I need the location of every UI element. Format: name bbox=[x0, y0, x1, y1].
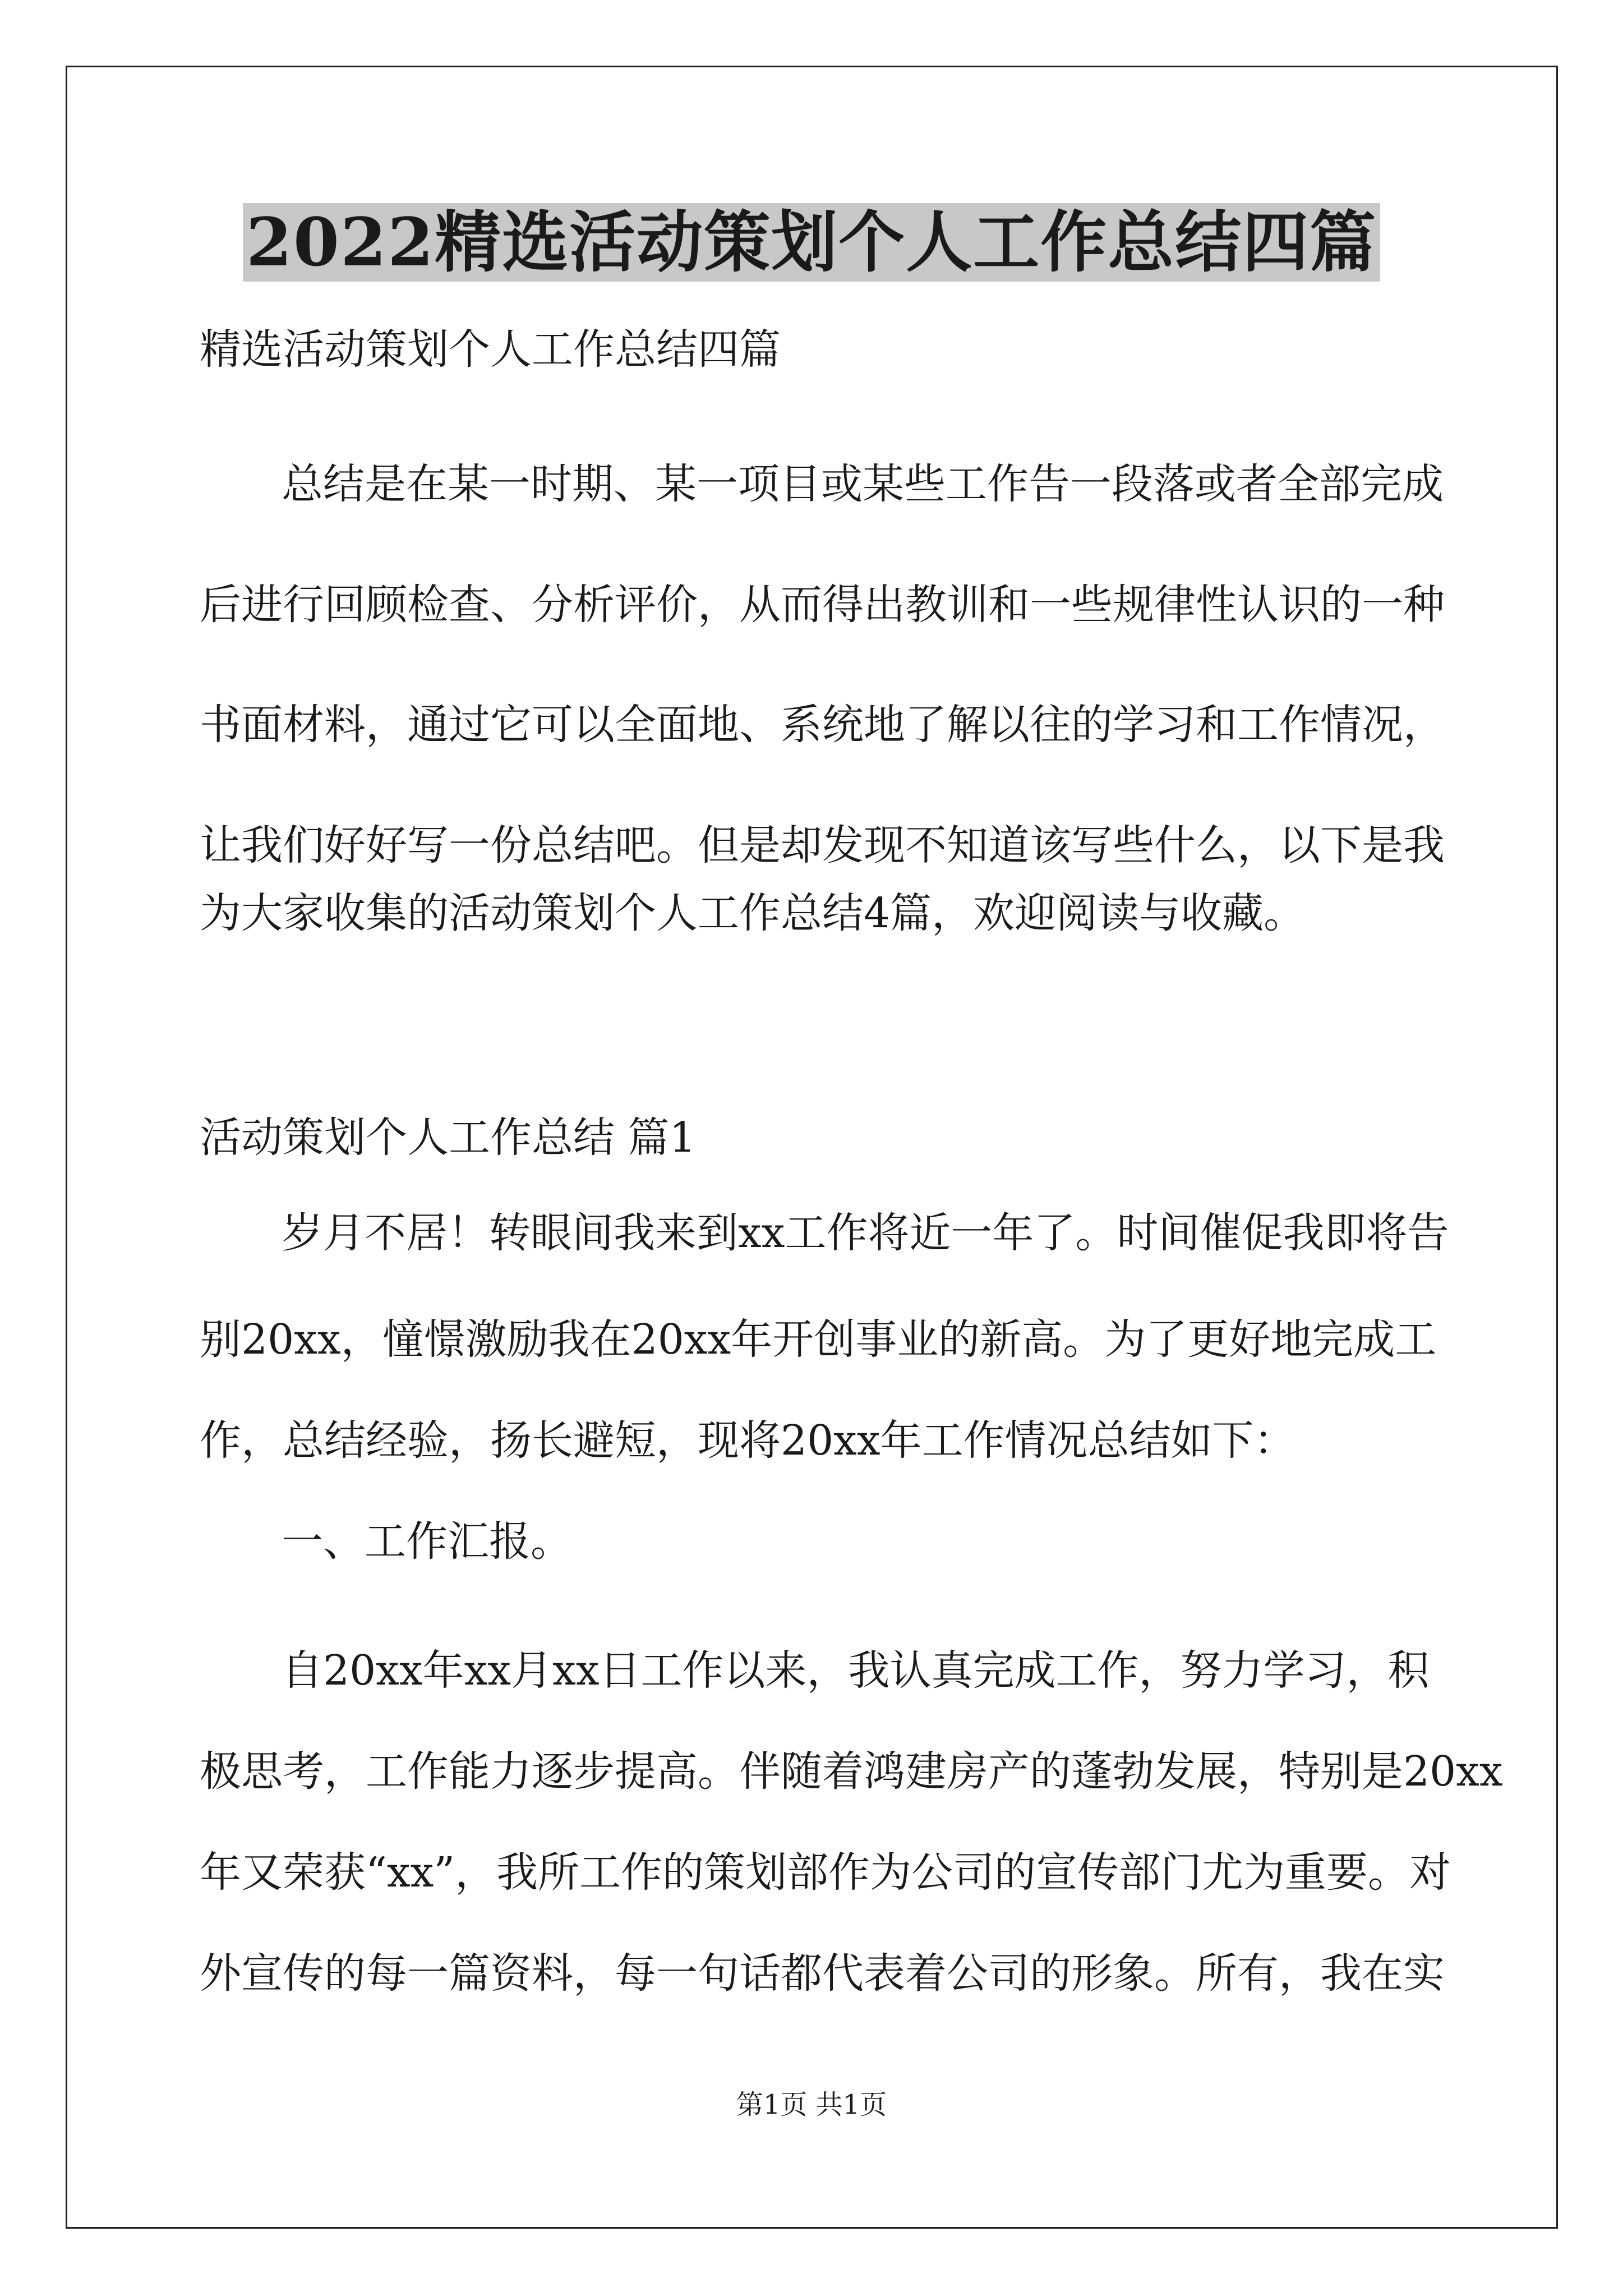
document-title: 2022精选活动策划个人工作总结四篇 bbox=[243, 203, 1380, 282]
body-line-1: 岁月不居！转眼间我来到xx工作将近一年了。时间催促我即将告 bbox=[282, 1209, 1449, 1257]
body-line-3: 作，总结经验，扬长避短，现将20xx年工作情况总结如下： bbox=[200, 1416, 1295, 1465]
title-container bbox=[0, 203, 1623, 282]
subtitle-line: 精选活动策划个人工作总结四篇 bbox=[200, 325, 781, 374]
body-line-2: 别20xx，憧憬激励我在20xx年开创事业的新高。为了更好地完成工 bbox=[200, 1315, 1437, 1364]
body-line-7: 年又荣获“xx”，我所工作的策划部作为公司的宣传部门尤为重要。对 bbox=[200, 1848, 1451, 1897]
intro-line-4: 让我们好好写一份总结吧。但是却发现不知道该写些什么，以下是我 bbox=[200, 821, 1445, 869]
intro-line-3: 书面材料，通过它可以全面地、系统地了解以往的学习和工作情况， bbox=[200, 701, 1445, 749]
intro-line-5: 为大家收集的活动策划个人工作总结4篇，欢迎阅读与收藏。 bbox=[200, 889, 1306, 937]
body-line-5: 自20xx年xx月xx日工作以来，我认真完成工作，努力学习，积 bbox=[282, 1646, 1430, 1695]
intro-line-2: 后进行回顾检查、分析评价，从而得出教训和一些规律性认识的一种 bbox=[200, 581, 1445, 629]
body-line-8: 外宣传的每一篇资料，每一句话都代表着公司的形象。所有，我在实 bbox=[200, 1949, 1445, 1998]
body-line-6: 极思考，工作能力逐步提高。伴随着鸿建房产的蓬勃发展，特别是20xx bbox=[200, 1747, 1503, 1796]
section-heading: 活动策划个人工作总结 篇1 bbox=[200, 1114, 696, 1162]
page-footer: 第1页 共1页 bbox=[736, 2089, 887, 2120]
body-line-4: 一、工作汇报。 bbox=[282, 1517, 572, 1566]
intro-line-1: 总结是在某一时期、某一项目或某些工作告一段落或者全部完成 bbox=[282, 460, 1444, 508]
